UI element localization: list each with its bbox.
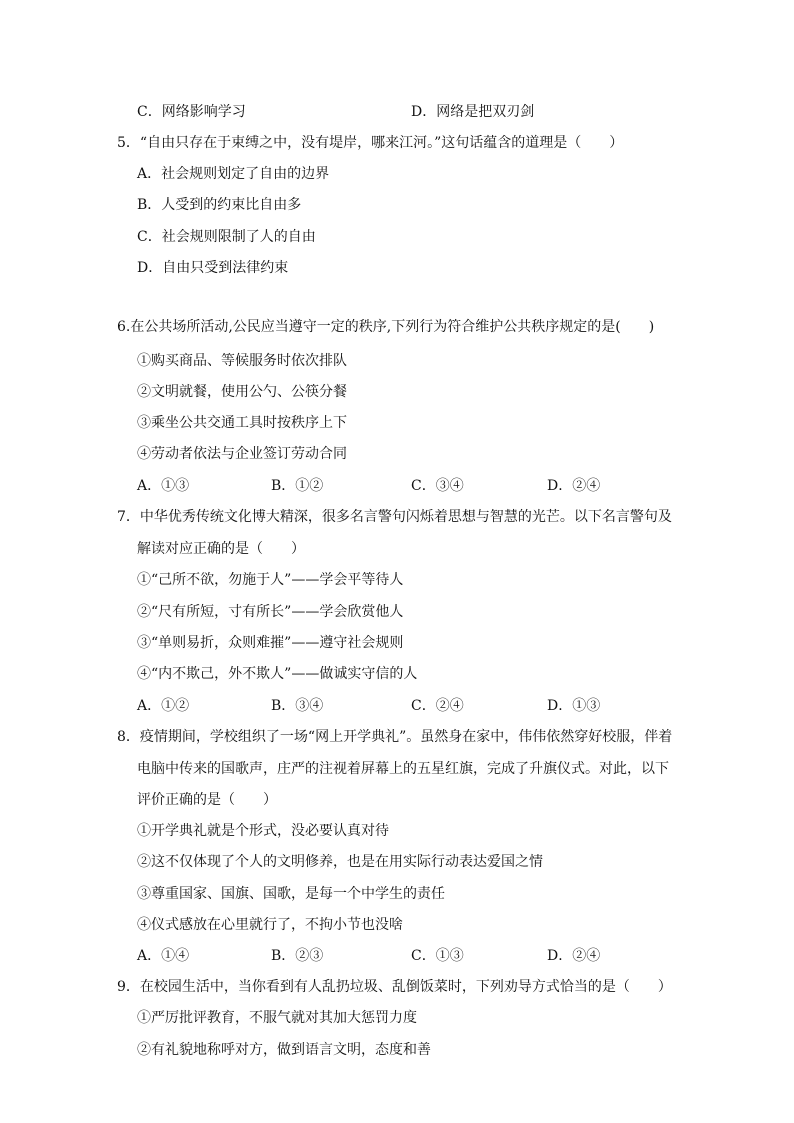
q9-stem: 9．在校园生活中，当你看到有人乱扔垃圾、乱倒饭菜时，下列劝导方式恰当的是（ ） [117,979,672,995]
q6-option-c: C．③④ [411,478,464,494]
q4-option-d: D．网络是把双刃剑 [411,104,535,120]
q7-option-d: D．①③ [547,698,601,714]
q8-option-d: D．②④ [547,948,601,964]
q6-option-d: D．②④ [547,478,601,494]
q7-option-a: A．①② [137,698,190,714]
q7-option-c: C．②④ [411,698,464,714]
q4-option-c: C．网络影响学习 [137,104,246,120]
q8-item-2: ②这不仅体现了个人的文明修养，也是在用实际行动表达爱国之情 [137,854,543,870]
q7-stem-line-2: 解读对应正确的是（ ） [137,541,305,557]
q8-item-3: ③尊重国家、国旗、国歌，是每一个中学生的责任 [137,886,445,902]
q8-option-c: C．①③ [411,948,464,964]
q8-item-1: ①开学典礼就是个形式，没必要认真对待 [137,823,389,839]
q6-item-3: ③乘坐公共交通工具时按秩序上下 [137,415,347,431]
q6-item-1: ①购买商品、等候服务时依次排队 [137,353,347,369]
q8-stem-line-3: 评价正确的是（ ） [137,792,277,808]
q6-option-b: B．①② [271,478,324,494]
q9-item-1: ①严厉批评教育，不服气就对其加大惩罚力度 [137,1010,417,1026]
q8-item-4: ④仪式感放在心里就行了，不拘小节也没啥 [137,917,403,933]
q8-stem-line-1: 8．疫情期间，学校组织了一场“网上开学典礼”。虽然身在家中，伟伟依然穿好校服，伴着 [117,729,673,745]
q7-item-2: ②“尺有所短，寸有所长”——学会欣赏他人 [137,604,404,620]
q8-option-a: A．①④ [137,948,190,964]
q7-item-3: ③“单则易折，众则难摧”——遵守社会规则 [137,635,404,651]
q6-stem: 6.在公共场所活动,公民应当遵守一定的秩序,下列行为符合维护公共秩序规定的是( ) [117,319,655,335]
q8-stem-line-2: 电脑中传来的国歌声，庄严的注视着屏幕上的五星红旗，完成了升旗仪式。对此，以下 [137,761,669,777]
q6-item-2: ②文明就餐，使用公勺、公筷分餐 [137,384,347,400]
q6-option-a: A．①③ [137,478,190,494]
q7-option-b: B．③④ [271,698,324,714]
q9-item-2: ②有礼貌地称呼对方，做到语言文明，态度和善 [137,1042,431,1058]
q5-option-a: A．社会规则划定了自由的边界 [137,166,330,182]
q5-option-b: B．人受到的约束比自由多 [137,197,302,213]
q7-stem-line-1: 7．中华优秀传统文化博大精深，很多名言警句闪烁着思想与智慧的光芒。以下名言警句及 [117,509,672,525]
q7-item-1: ①“己所不欲，勿施于人”——学会平等待人 [137,572,404,588]
q5-stem: 5．“自由只存在于束缚之中，没有堤岸，哪来江河。”这句话蕴含的道理是（ ） [117,135,624,151]
q8-option-b: B．②③ [271,948,324,964]
q7-item-4: ④“内不欺己，外不欺人”——做诚实守信的人 [137,666,418,682]
q6-item-4: ④劳动者依法与企业签订劳动合同 [137,446,347,462]
q5-option-d: D．自由只受到法律约束 [137,260,289,276]
q5-option-c: C．社会规则限制了人的自由 [137,229,316,245]
